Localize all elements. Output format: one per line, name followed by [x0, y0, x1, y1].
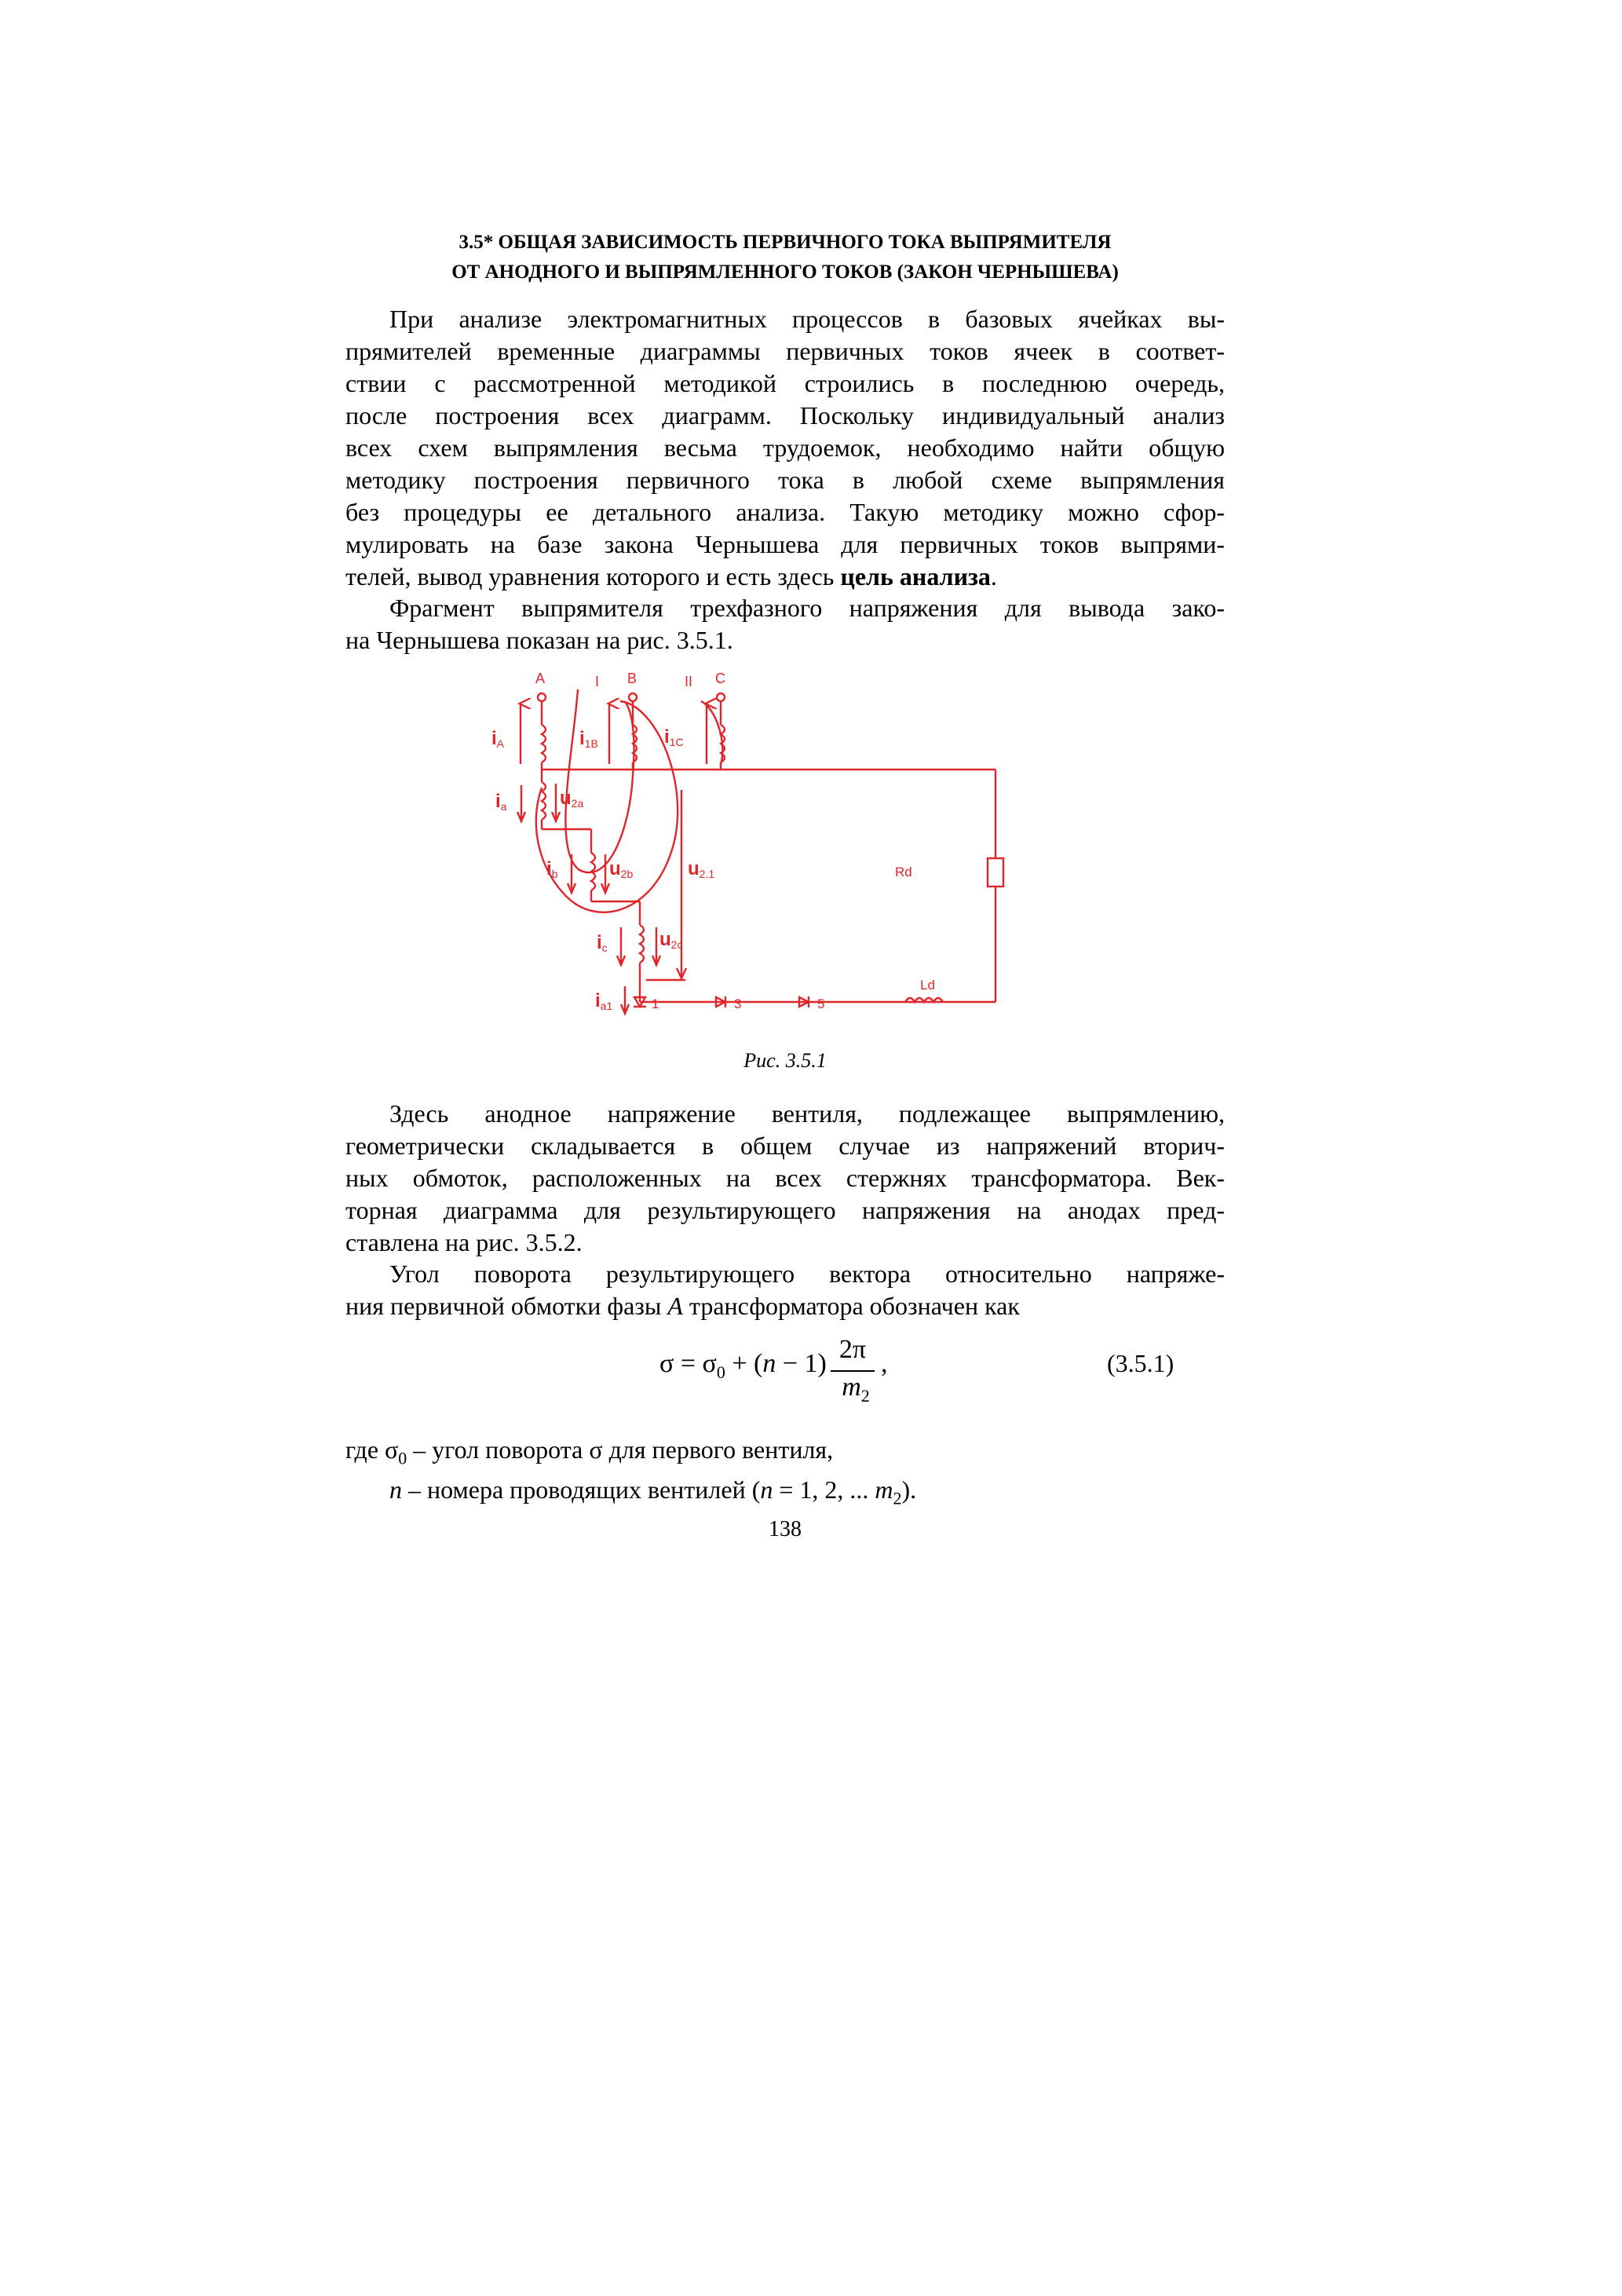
text-line: ставлена на рис. 3.5.2.	[345, 1228, 583, 1256]
text-line: торная диаграмма для результирующего напряжения на анодах пред-	[345, 1196, 1225, 1224]
italic-var: m	[875, 1475, 893, 1504]
label-i-1b: i1B	[579, 728, 598, 750]
secondary-coil-c	[640, 925, 644, 963]
label-roman-2: II	[685, 674, 693, 689]
label-diode-5: 5	[817, 996, 825, 1011]
text-line: При анализе электромагнитных процессов в базовых ячейках вы-	[389, 305, 1225, 333]
fraction-bar	[831, 1370, 875, 1372]
flux-loop-3	[701, 701, 722, 764]
equation-var: n	[762, 1349, 776, 1378]
paragraph-where	[345, 1434, 1225, 1515]
italic-var: n	[760, 1475, 773, 1504]
resistor-rd	[988, 858, 1003, 887]
italic-term: A	[667, 1292, 683, 1320]
equation-var: m	[842, 1373, 861, 1402]
text-run: ).	[901, 1475, 917, 1504]
text-run: .	[990, 562, 997, 590]
label-i-a1: ia1	[595, 990, 613, 1012]
text-line: без процедуры ее детального анализа. Такую методику можно сфор-	[345, 498, 1225, 526]
text-run: трансформатора обозначен как	[682, 1292, 1020, 1320]
text-run: где σ	[345, 1435, 399, 1464]
page-number: 138	[769, 1517, 802, 1541]
label-i-a-secondary: ia	[495, 791, 507, 813]
label-i-a: iA	[491, 728, 505, 750]
terminal-b	[629, 693, 637, 701]
text-run: – угол поворота σ для первого вентиля,	[407, 1435, 834, 1464]
label-u-2b: u2b	[609, 858, 634, 880]
equation-subscript: 0	[716, 1362, 725, 1382]
label-ld: Ld	[920, 978, 935, 993]
label-u-2c: u2c	[659, 929, 683, 951]
label-roman-1: I	[595, 674, 600, 689]
label-rd: Rd	[895, 865, 912, 879]
text-subscript: 0	[398, 1448, 407, 1468]
text-line: ствии с рассмотренной методикой строились в последнюю очередь,	[345, 369, 1225, 397]
label-i-1c: i1C	[664, 726, 684, 748]
text-line: всех схем выпрямления весьма трудоемок, необходимо найти общую	[345, 433, 1225, 462]
equation-comma: ,	[881, 1349, 888, 1378]
label-diode-1: 1	[652, 996, 659, 1011]
circuit-diagram	[454, 658, 1050, 1066]
flux-loop-2	[536, 701, 678, 912]
text-line: прямителей временные диаграммы первичных токов ячеек в соответ-	[345, 337, 1225, 365]
label-u-2a: u2a	[560, 788, 584, 810]
paragraph-1	[345, 303, 1225, 593]
text-line: на Чернышева показан на рис. 3.5.1.	[345, 626, 733, 654]
heading-line-2: ОТ АНОДНОГО И ВЫПРЯМЛЕННОГО ТОКОВ (ЗАКОН ЧЕРНЫШЕВА)	[451, 261, 1119, 283]
equation-text: σ = σ	[659, 1349, 717, 1378]
text-line: Угол поворота результирующего вектора относительно напряже-	[389, 1260, 1225, 1288]
text-line	[345, 1290, 1225, 1322]
text-run: ния первичной обмотки фазы	[345, 1292, 668, 1320]
terminal-a	[538, 693, 546, 701]
label-i-c: ic	[597, 932, 608, 954]
label-phase-b: B	[627, 671, 637, 686]
flux-loop-1	[565, 689, 634, 872]
equation-numerator: 2π	[838, 1335, 867, 1364]
text-line: Здесь анодное напряжение вентиля, подлежащее выпрямлению,	[389, 1099, 1225, 1128]
equation-text: − 1)	[776, 1349, 827, 1378]
text-line: ных обмоток, расположенных на всех стержнях трансформатора. Век-	[345, 1164, 1225, 1192]
paragraph-3	[345, 1098, 1225, 1259]
secondary-coil-a	[542, 782, 546, 820]
equation-number: (3.5.1)	[1107, 1349, 1174, 1377]
text-line: методику построения первичного тока в любой схеме выпрямления	[345, 466, 1225, 494]
terminal-c	[717, 693, 725, 701]
label-phase-c: C	[715, 671, 725, 686]
text-line: после построения всех диаграмм. Поскольку индивидуальный анализ	[345, 401, 1225, 430]
label-u-21: u2.1	[688, 858, 715, 880]
equation-text: + (	[725, 1349, 763, 1378]
text-line	[345, 1434, 1225, 1474]
equation-denominator	[834, 1373, 878, 1406]
text-subscript: 2	[893, 1488, 902, 1508]
text-run: – номера проводящих вентилей (	[402, 1475, 761, 1504]
equation-subscript: 2	[860, 1385, 870, 1406]
label-diode-3: 3	[734, 996, 742, 1011]
text-line	[345, 1474, 1225, 1514]
text-line: геометрически складывается в общем случае из напряжений вторич-	[345, 1132, 1225, 1160]
text-line: мулировать на базе закона Чернышева для первичных токов выпрями-	[345, 530, 1225, 558]
label-phase-a: A	[535, 671, 546, 686]
primary-coil-a	[542, 725, 546, 762]
label-i-b: ib	[546, 858, 558, 880]
bold-term: цель анализа	[840, 562, 991, 590]
equation-lhs	[659, 1349, 827, 1383]
heading-line-1: 3.5* ОБЩАЯ ЗАВИСИМОСТЬ ПЕРВИЧНОГО ТОКА ВЫПРЯМИТЕЛЯ	[458, 232, 1112, 253]
equation-3-5-1	[659, 1335, 942, 1413]
text-run: телей, вывод уравнения которого и есть здесь	[345, 562, 841, 590]
section-heading	[345, 228, 1225, 287]
paragraph-4	[345, 1258, 1225, 1322]
text-line	[345, 561, 1225, 593]
italic-var: n	[389, 1475, 402, 1504]
figure-caption: Рис. 3.5.1	[743, 1049, 827, 1072]
text-run: = 1, 2, ...	[773, 1475, 875, 1504]
text-line: Фрагмент выпрямителя трехфазного напряжения для вывода зако-	[389, 594, 1225, 622]
paragraph-2	[345, 592, 1225, 656]
